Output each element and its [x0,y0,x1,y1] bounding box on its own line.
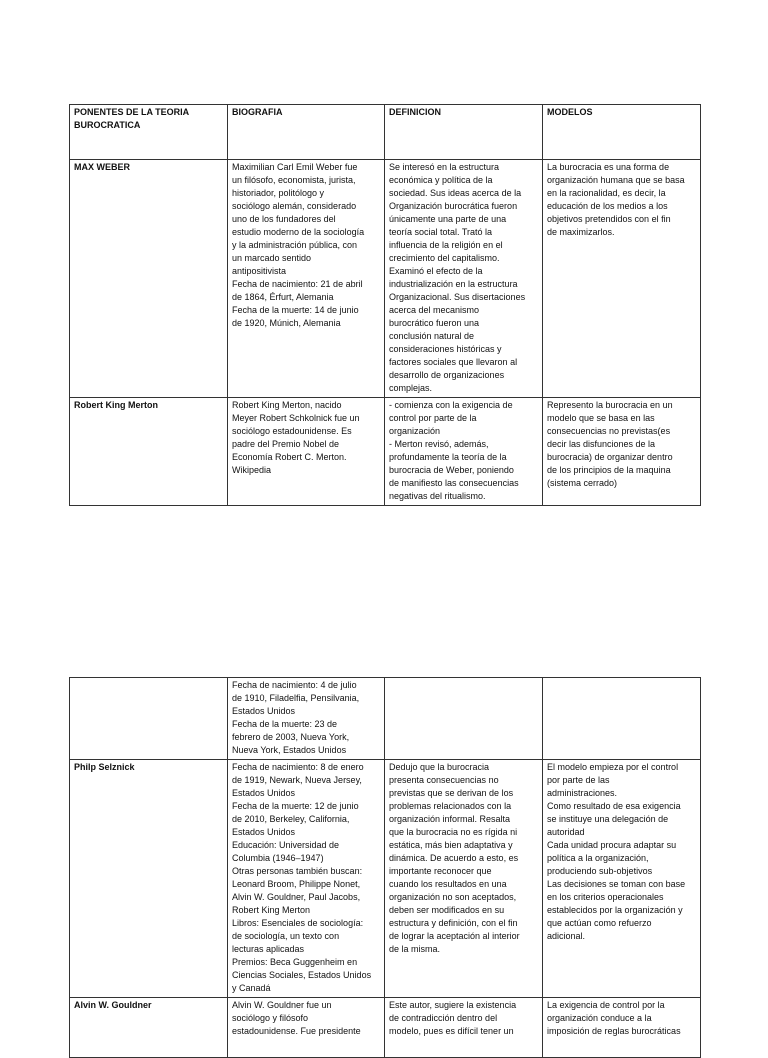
theory-table-part2 [69,677,701,1058]
modelos-cell: La exigencia de control por la organización conduce a la imposición de reglas burocráticas [543,998,701,1058]
ponente-name: Robert King Merton [70,398,228,506]
biografia-cell: Maximilian Carl Emil Weber fue un filósofo, economista, jurista, historiador, politólogo y sociólogo alemán, considerado uno de los fundadores del estudio moderno de la sociología y la administración pública, con un marcado sentido antipositivista Fecha de nacimiento: 21 de abril de 1864, Érfurt, Alemania Fecha de la muerte: 14 de junio de 1920, Múnich, Alemania [228,160,385,398]
header-ponentes: PONENTES DE LA TEORIA BUROCRATICA [70,105,228,160]
ponente-name: Philp Selznick [70,760,228,998]
header-biografia: BIOGRAFIA [228,105,385,160]
modelos-cell [543,678,701,760]
table-row [70,398,701,506]
modelos-cell: Represento la burocracia en un modelo que se basa en las consecuencias no previstas(es decir las disfunciones de la burocracia) de organizar dentro de los principios de la maquina (sistema cerrado) [543,398,701,506]
table-header-row [70,105,701,160]
definicion-cell: Se interesó en la estructura económica y política de la sociedad. Sus ideas acerca de la Organización burocrática fueron únicamente una parte de una teoría social total. Trató la influencia de la religión en el crecimiento del capitalismo. Examinó el efecto de la industrialización en la estructura Organizacional. Sus disertaciones acerca del mecanismo burocrático fueron una conclusión natural de consideraciones históricas y factores sociales que llevaron al desarrollo de organizaciones complejas. [385,160,543,398]
header-modelos: MODELOS [543,105,701,160]
biografia-cell: Fecha de nacimiento: 8 de enero de 1919, Newark, Nueva Jersey, Estados Unidos Fecha de la muerte: 12 de junio de 2010, Berkeley, California, Estados Unidos Educación: Universidad de Columbia (1946–1947) Otras personas también buscan: Leonard Broom, Philippe Nonet, Alvin W. Gouldner, Paul Jacobs, Robert King Merton Libros: Esenciales de sociología: de sociología, un texto con lecturas aplicadas Premios: Beca Guggenheim en Ciencias Sociales, Estados Unidos y Canadá [228,760,385,998]
table-row [70,678,701,760]
biografia-cell: Fecha de nacimiento: 4 de julio de 1910, Filadelfia, Pensilvania, Estados Unidos Fecha de la muerte: 23 de febrero de 2003, Nueva York, Nueva York, Estados Unidos [228,678,385,760]
header-definicion: DEFINICION [385,105,543,160]
table-row [70,160,701,398]
biografia-cell: Robert King Merton, nacido Meyer Robert Schkolnick fue un sociólogo estadounidense. Es padre del Premio Nobel de Economía Robert C. Merton. Wikipedia [228,398,385,506]
definicion-cell: Este autor, sugiere la existencia de contradicción dentro del modelo, pues es difícil tener un [385,998,543,1058]
biografia-cell: Alvin W. Gouldner fue un sociólogo y filósofo estadounidense. Fue presidente [228,998,385,1058]
ponente-name: Alvin W. Gouldner [70,998,228,1058]
modelos-cell: La burocracia es una forma de organización humana que se basa en la racionalidad, es decir, la educación de los medios a los objetivos pretendidos con el fin de maximizarlos. [543,160,701,398]
definicion-cell [385,678,543,760]
ponente-name [70,678,228,760]
table-row [70,760,701,998]
table-row [70,998,701,1058]
modelos-cell: El modelo empieza por el control por parte de las administraciones. Como resultado de esa exigencia se instituye una delegación de autoridad Cada unidad procura adaptar su política a la organización, produciendo sub-objetivos Las decisiones se toman con base en los criterios operacionales establecidos por la organización y que actúan como refuerzo adicional. [543,760,701,998]
definicion-cell: Dedujo que la burocracia presenta consecuencias no previstas que se derivan de los problemas relacionados con la organización informal. Resalta que la burocracia no es rígida ni estática, más bien adaptativa y dinámica. De acuerdo a esto, es importante reconocer que cuando los resultados en una organización no son aceptados, deben ser modificados en su estructura y definición, con el fin de lograr la aceptación al interior de la misma. [385,760,543,998]
ponente-name: MAX WEBER [70,160,228,398]
theory-table-part1 [69,104,701,506]
definicion-cell: - comienza con la exigencia de control por parte de la organización - Merton revisó, además, profundamente la teoría de la burocracia de Weber, poniendo de manifiesto las consecuencias negativas del ritualismo. [385,398,543,506]
